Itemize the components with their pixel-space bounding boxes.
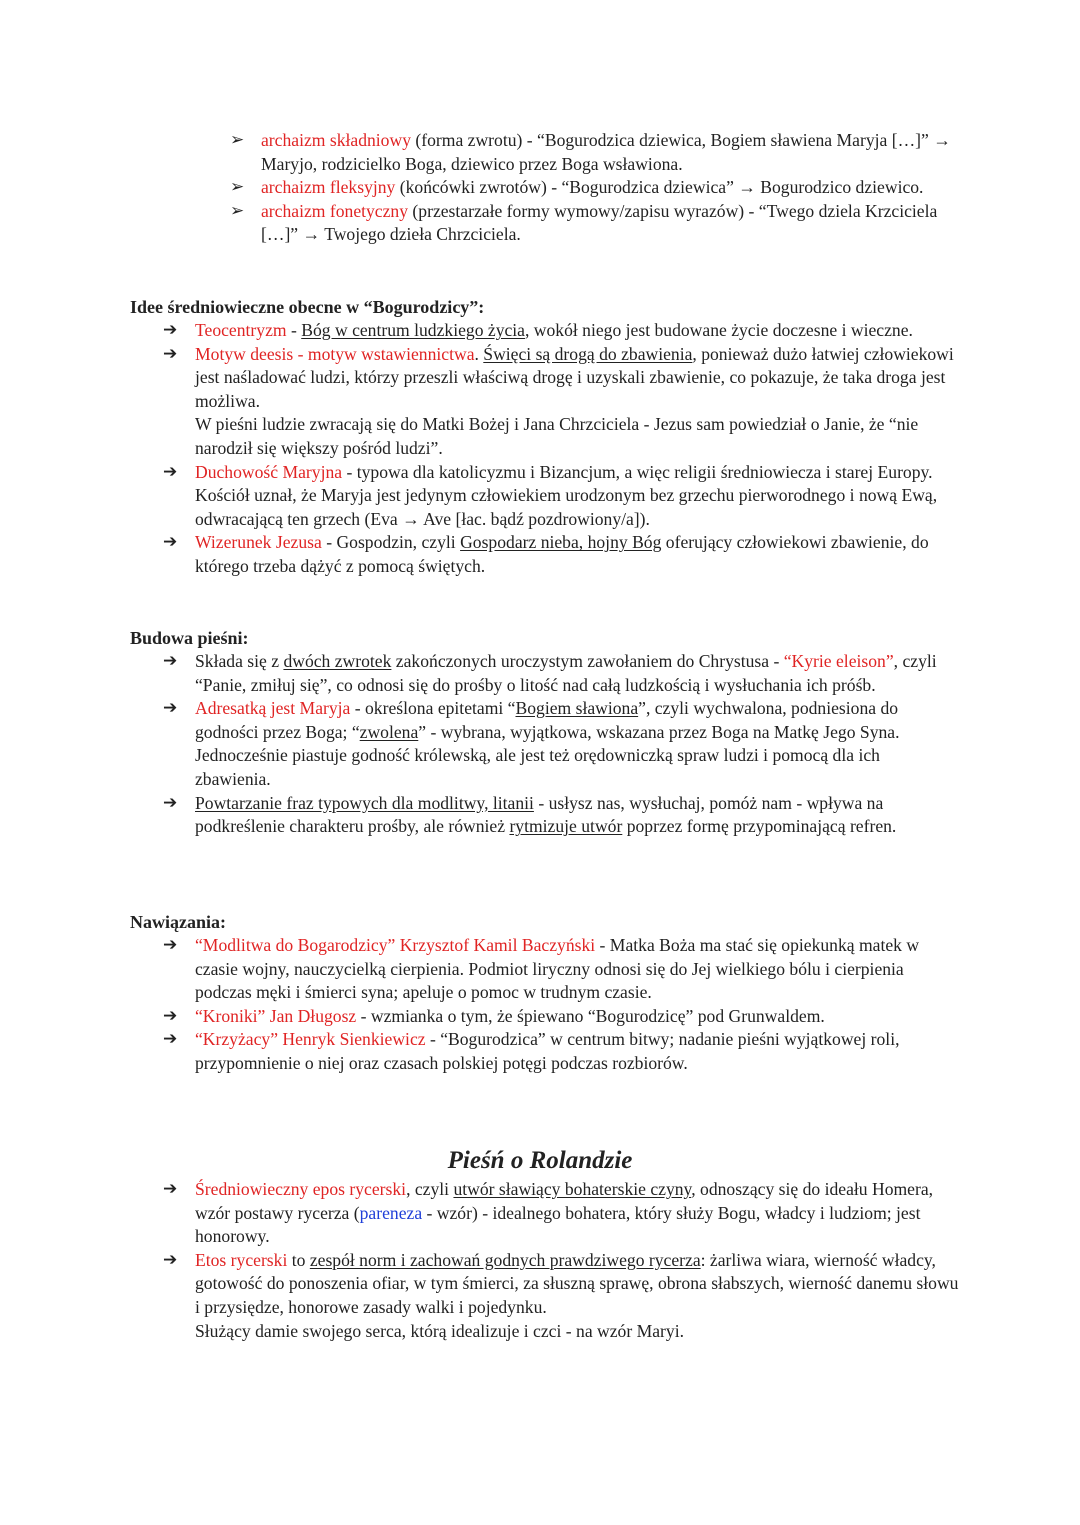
text-fragment: to [287, 1249, 310, 1270]
term: Etos rycerski [195, 1249, 288, 1270]
item-text: (końcówki zwrotów) - “Bogurodzica dziewica” → Bogurodzico dziewico. [395, 177, 924, 198]
text-fragment: , czyli [406, 1179, 454, 1199]
list-item [130, 697, 960, 791]
term: Motyw deesis - motyw wstawiennictwa [195, 343, 475, 364]
page-title: Pieśń o Rolandzie [447, 1147, 633, 1174]
ideas-list [130, 319, 960, 579]
list-item [130, 200, 960, 247]
structure-list [130, 650, 960, 839]
text-fragment: - Matka Boża ma stać się opiekunką matek w czasie wojny, nauczycielką cierpienia. Podmiot liryczny odnosi się do Jej wielkiego bólu i cierpienia podczas męki i śmierci syna; apeluje o pomoc w trudnym czasie. [195, 935, 920, 1003]
text-fragment: , wokół niego jest budowane życie doczesne i wieczne. [525, 320, 913, 340]
text-fragment: , ponieważ dużo łatwiej człowiekowi jest naśladować ludzi, którzy przeszli właściwą drogę i uzyskali zbawienie, co pokazuje, że taka droga jest możliwa. [195, 343, 954, 411]
highlight: “Kyrie eleison” [783, 651, 894, 671]
term: archaizm fleksyjny [261, 177, 396, 198]
text-fragment: - “Bogurodzica” w centrum bitwy; nadanie pieśni wyjątkowej roli, przypomnienie o niej oraz czasach polskiej potęgi podczas rozbiorów. [195, 1029, 900, 1073]
text-fragment: ” - wybrana, wyjątkowa, wskazana przez Boga na Matkę Jego Syna. Jednocześnie piastuje godność królewską, ale jest też orędowniczką spraw ludzi i pomocą dla ich zbawienia. [195, 721, 900, 789]
structure-section [130, 626, 960, 839]
arrow-bullet-icon: ➔ [163, 935, 178, 955]
list-item [130, 461, 960, 532]
text-fragment: zakończonych uroczystym zawołaniem do Chrystusa - [391, 651, 784, 671]
underlined-phrase: Gospodarz nieba, hojny Bóg [460, 532, 662, 553]
text-fragment: - [286, 320, 302, 340]
arrow-bullet-icon: ➔ [163, 1029, 178, 1050]
text-fragment: , czyli “Panie, zmiłuj się”, co odnosi się do prośby o litość nad całą ludzkością i wysłuchania ich próśb. [195, 651, 937, 695]
list-item [130, 319, 960, 343]
item-text: (forma zwrotu) - “Bogurodzica dziewica, Bogiem sławiena Maryja […]” → Maryjo, rodzicielko Boga, dziewico przez Boga wsławiona. [261, 130, 951, 174]
list-item [130, 531, 960, 578]
list-item [130, 1005, 960, 1029]
arrow-bullet-icon: ➔ [163, 320, 178, 340]
text-fragment: - wzmianka o tym, że śpiewano “Bogurodzicę” pod Grunwaldem. [356, 1005, 825, 1026]
arrow-bullet-icon: ➔ [163, 343, 178, 364]
arrow-bullet-icon: ➔ [163, 461, 178, 482]
text-fragment: - usłysz nas, wysłuchaj, pomóż nam - wpływa na podkreślenie charakteru prośby, ale również [195, 792, 884, 837]
triangle-bullet-icon: ➢ [230, 130, 245, 150]
list-item [130, 650, 960, 697]
arrow-bullet-icon: ➔ [163, 651, 178, 671]
term: archaizm składniowy [261, 130, 411, 150]
roland-list [130, 1178, 960, 1343]
text-fragment: - wzór) - idealnego bohatera, który służy Bogu, władcy i ludziom; jest honorowy. [195, 1202, 921, 1247]
section-heading: Budowa pieśni: [130, 628, 249, 648]
list-item [130, 129, 960, 176]
ideas-section [130, 295, 960, 579]
archaisms-section [130, 129, 960, 247]
section-heading: Idee średniowieczne obecne w “Bogurodzicy”: [130, 297, 485, 317]
list-item [130, 343, 960, 461]
term: Wizerunek Jezusa [195, 532, 322, 553]
highlight-blue: pareneza [359, 1202, 423, 1223]
text-fragment: poprzez formę przypominającą refren. [622, 816, 897, 837]
triangle-bullet-icon: ➢ [230, 200, 245, 221]
underlined-phrase: Powtarzanie fraz typowych dla modlitwy, litanii [195, 792, 534, 813]
item-text: (przestarzałe formy wymowy/zapisu wyrazów) - “Twego dziela Krzciciela […]” → Twojego dzieła Chrzciciela. [261, 200, 938, 245]
text-fragment: : żarliwa wiara, wierność władcy, gotowość do ponoszenia ofiar, w tym śmierci, za słuszną sprawę, obrona słabszych, wierność danemu słowu i przysiędze, honorowe zasady walki i pojedynku. [195, 1249, 959, 1317]
item-continuation: W pieśni ludzie zwracają się do Matki Bożej i Jana Chrzciciela - Jezus sam powiedział o Janie, że “nie narodził się większy pośród ludzi”. [195, 414, 919, 458]
arrow-bullet-icon: ➔ [163, 698, 178, 719]
underlined-phrase: Bóg w centrum ludzkiego życia [301, 320, 525, 340]
roland-section [130, 1178, 960, 1343]
underlined-phrase: Święci są drogą do zbawienia [483, 343, 693, 364]
archaisms-list [130, 129, 960, 247]
term: Adresatką jest Maryja [195, 698, 351, 719]
underlined-phrase: zwolena [359, 721, 419, 742]
underlined-phrase: zespół norm i zachowań godnych prawdziwego rycerza [309, 1249, 701, 1270]
underlined-phrase: Bogiem sławiona [515, 698, 639, 719]
term: Teocentryzm [195, 320, 287, 340]
term: “Krzyżacy” Henryk Sienkiewicz [195, 1029, 426, 1050]
underlined-phrase: rytmizuje utwór [509, 816, 623, 837]
text-fragment: - Gospodzin, czyli [321, 532, 461, 553]
item-continuation: Służący damie swojego serca, którą idealizuje i czci - na wzór Maryi. [195, 1320, 684, 1341]
list-item [130, 1249, 960, 1343]
term: archaizm fonetyczny [261, 200, 409, 221]
list-item [130, 792, 960, 839]
list-item [130, 934, 960, 1005]
text-fragment: - określona epitetami “ [350, 698, 516, 719]
text-fragment: ”, czyli wychwalona, podniesiona do godności przez Boga; “ [195, 698, 899, 742]
term: Duchowość Maryjna [195, 461, 343, 482]
text-fragment: , odnoszący się do ideału Homera, wzór postawy rycerza ( [195, 1179, 934, 1223]
triangle-bullet-icon: ➢ [230, 177, 245, 198]
underlined-phrase: dwóch zwrotek [283, 651, 392, 671]
term: “Modlitwa do Bogarodzicy” Krzysztof Kamil Baczyński [195, 935, 596, 955]
list-item [130, 1028, 960, 1075]
text-fragment: - typowa dla katolicyzmu i Bizancjum, a więc religii średniowiecza i starej Europy. Kościół uznał, że Maryja jest jedynym człowiekiem urodzonym bez grzechu pierworodnego i nową Ewą, odwracającą ten grzech (Eva → Ave [łac. bądź pozdrowiony/a]). [195, 461, 938, 529]
references-list [130, 934, 960, 1076]
term: Średniowieczny epos rycerski [195, 1179, 407, 1199]
list-item [130, 1178, 960, 1249]
text-fragment: Składa się z [195, 651, 284, 671]
arrow-bullet-icon: ➔ [163, 532, 178, 553]
arrow-bullet-icon: ➔ [163, 1179, 178, 1199]
list-item [130, 176, 960, 200]
section-heading: Nawiązania: [130, 912, 226, 932]
term: “Kroniki” Jan Długosz [195, 1005, 357, 1026]
text-fragment: oferujący człowiekowi zbawienie, do którego trzeba dążyć z pomocą świętych. [195, 532, 929, 576]
references-section [130, 910, 960, 1076]
arrow-bullet-icon: ➔ [163, 1249, 178, 1270]
arrow-bullet-icon: ➔ [163, 1005, 178, 1026]
text-fragment: . [474, 343, 484, 364]
arrow-bullet-icon: ➔ [163, 792, 178, 813]
underlined-phrase: utwór sławiący bohaterskie czyny [453, 1179, 692, 1199]
